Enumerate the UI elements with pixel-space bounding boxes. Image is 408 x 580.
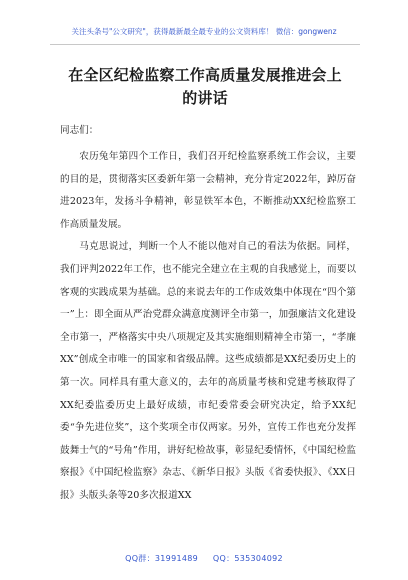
footer xyxy=(0,553,408,564)
salutation: 同志们： xyxy=(60,125,99,136)
footer-qq: QQ：535304092 xyxy=(212,554,283,563)
footer-qq-group: QQ群：31991489 xyxy=(125,554,199,563)
paragraph-2: 马克思说过，判断一个人不能以他对自己的看法为依据。同样，我们评判2022年工作，也不能完全建立在主观的自我感觉上，而要以客观的实践成果为基础。总的来说去年的工作成效集中体现在“四个第一”上：即全面从严治党群众满意度测评全市第一，加强廉洁文化建设全市第一，严格落实中央八项规定及其实施细则精神全市第一，“孝廉XX”创成全市唯一的国家和省级品牌。这些成绩都是XX纪委历史上的第一次。同样具有重大意义的，去年的高质量考核和党建考核取得了XX纪委监委历史上最好成绩，市纪委常委会研究决定，给予XX纪委“争先进位奖”，这个奖项全市仅两家。另外，宣传工作也充分发挥鼓舞士气的“号角”作用，讲好纪检故事，彰显纪委情怀，《中国纪检监察报》《中国纪检监察》杂志、《新华日报》头版《省委快报》、《XX日报》头版头条等20多次报道XX xyxy=(60,241,356,501)
document-body xyxy=(60,146,356,508)
header-banner: 关注头条号"公文研究"，获得最新最全最专业的公文资料库！ 微信：gongwenz xyxy=(71,27,337,36)
paragraph-1: 农历兔年第四个工作日，我们召开纪检监察系统工作会议，主要的目的是，贯彻落实区委新年第一会精神，充分肯定2022年，踔厉奋进2023年，发扬斗争精神，彰显铁军本色，不断推动XX纪检监察工作高质量发展。 xyxy=(60,151,356,230)
header-divider xyxy=(50,44,360,45)
title-line-2: 的讲话 xyxy=(182,89,228,107)
title-line-1: 在全区纪检监察工作高质量发展推进会上 xyxy=(68,66,342,84)
page-title xyxy=(50,64,360,110)
